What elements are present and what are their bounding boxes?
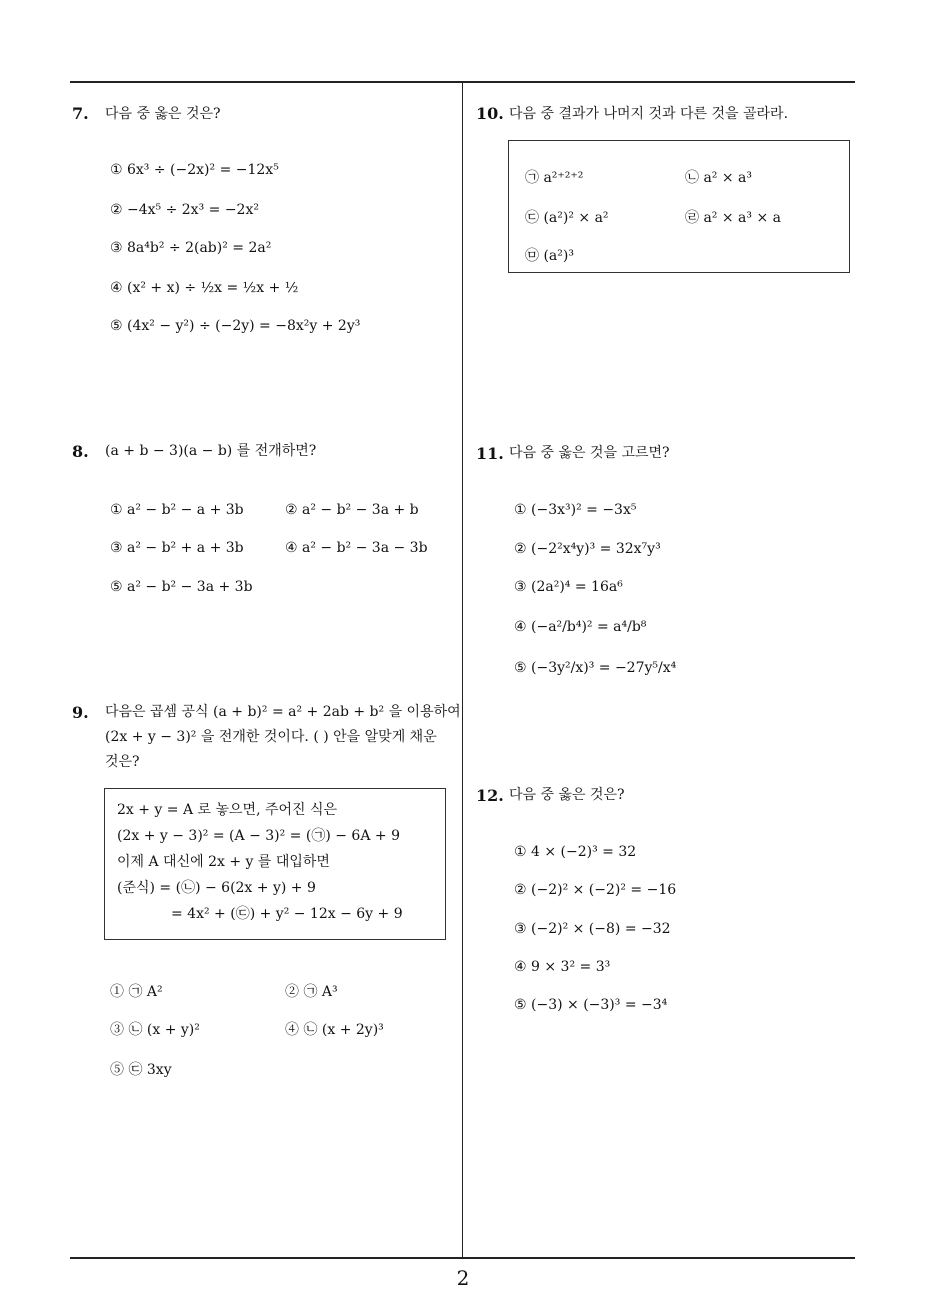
q9-text-line-2: (2x + y − 3)² 을 전개한 것이다. ( ) 안을 알맞게 채운 bbox=[105, 729, 437, 745]
q10-text: 다음 중 결과가 나머지 것과 다른 것을 골라라. bbox=[509, 106, 789, 122]
q8-option-4[interactable]: ④ a² − b² − 3a − 3b bbox=[285, 540, 428, 556]
q10-item-5: ㉤ (a²)³ bbox=[525, 248, 574, 264]
q10-item-3: ㉢ (a²)² × a² bbox=[525, 210, 609, 226]
q9-option-1[interactable]: ① ㉠ A² bbox=[110, 984, 163, 1000]
q10-choices-box bbox=[508, 140, 850, 273]
q9-option-2[interactable]: ② ㉠ A³ bbox=[285, 984, 338, 1000]
q10-item-4: ㉣ a² × a³ × a bbox=[685, 210, 781, 226]
q8-number: 8. bbox=[72, 442, 89, 461]
q11-number: 11. bbox=[476, 444, 504, 463]
q11-option-4[interactable]: ④ (−a²/b⁴)² = a⁴/b⁸ bbox=[514, 619, 647, 635]
q7-option-3[interactable]: ③ 8a⁴b² ÷ 2(ab)² = 2a² bbox=[110, 240, 272, 256]
q10-number: 10. bbox=[476, 104, 504, 123]
column-divider bbox=[462, 83, 463, 1257]
q9-option-3[interactable]: ③ ㉡ (x + y)² bbox=[110, 1022, 200, 1038]
q12-option-2[interactable]: ② (−2)² × (−2)² = −16 bbox=[514, 882, 677, 898]
q7-option-1[interactable]: ① 6x³ ÷ (−2x)² = −12x⁵ bbox=[110, 162, 279, 178]
q10-item-2: ㉡ a² × a³ bbox=[685, 170, 752, 186]
q7-option-4[interactable]: ④ (x² + x) ÷ ½x = ½x + ½ bbox=[110, 280, 299, 296]
q8-option-2[interactable]: ② a² − b² − 3a + b bbox=[285, 502, 419, 518]
q12-option-5[interactable]: ⑤ (−3) × (−3)³ = −3⁴ bbox=[514, 997, 668, 1013]
q8-option-5[interactable]: ⑤ a² − b² − 3a + 3b bbox=[110, 579, 253, 595]
q9-box-line-3: 이제 A 대신에 2x + y 를 대입하면 bbox=[117, 854, 330, 870]
q11-option-1[interactable]: ① (−3x³)² = −3x⁵ bbox=[514, 502, 637, 518]
q7-text: 다음 중 옳은 것은? bbox=[105, 106, 221, 122]
q9-box-line-1: 2x + y = A 로 놓으면, 주어진 식은 bbox=[117, 802, 338, 818]
q11-text: 다음 중 옳은 것을 고르면? bbox=[509, 445, 670, 461]
q7-option-5[interactable]: ⑤ (4x² − y²) ÷ (−2y) = −8x²y + 2y³ bbox=[110, 318, 361, 334]
q8-option-3[interactable]: ③ a² − b² + a + 3b bbox=[110, 540, 244, 556]
page-number: 2 bbox=[456, 1266, 470, 1290]
q11-option-5[interactable]: ⑤ (−3y²/x)³ = −27y⁵/x⁴ bbox=[514, 660, 677, 676]
q9-number: 9. bbox=[72, 703, 89, 722]
q11-option-2[interactable]: ② (−2²x⁴y)³ = 32x⁷y³ bbox=[514, 541, 661, 557]
q9-option-5[interactable]: ⑤ ㉢ 3xy bbox=[110, 1062, 172, 1078]
q7-option-2[interactable]: ② −4x⁵ ÷ 2x³ = −2x² bbox=[110, 202, 259, 218]
q9-text-line-1: 다음은 곱셈 공식 (a + b)² = a² + 2ab + b² 을 이용하여 bbox=[105, 704, 461, 720]
q8-text: (a + b − 3)(a − b) 를 전개하면? bbox=[105, 443, 317, 459]
q12-option-3[interactable]: ③ (−2)² × (−8) = −32 bbox=[514, 921, 671, 937]
q9-box-line-5: = 4x² + (㉢) + y² − 12x − 6y + 9 bbox=[171, 906, 403, 922]
q11-option-3[interactable]: ③ (2a²)⁴ = 16a⁶ bbox=[514, 579, 623, 595]
q8-option-1[interactable]: ① a² − b² − a + 3b bbox=[110, 502, 244, 518]
q12-option-1[interactable]: ① 4 × (−2)³ = 32 bbox=[514, 844, 637, 860]
q12-text: 다음 중 옳은 것은? bbox=[509, 787, 625, 803]
q12-option-4[interactable]: ④ 9 × 3² = 3³ bbox=[514, 959, 611, 975]
q10-item-1: ㉠ a²⁺²⁺² bbox=[525, 170, 584, 186]
q12-number: 12. bbox=[476, 786, 504, 805]
q7-number: 7. bbox=[72, 104, 89, 123]
q9-box-line-4: (준식) = (㉡) − 6(2x + y) + 9 bbox=[117, 880, 316, 896]
q9-text-line-3: 것은? bbox=[105, 754, 140, 770]
q9-box-line-2: (2x + y − 3)² = (A − 3)² = (㉠) − 6A + 9 bbox=[117, 828, 400, 844]
q9-derivation-box bbox=[104, 788, 446, 940]
bottom-rule bbox=[70, 1257, 855, 1259]
q9-option-4[interactable]: ④ ㉡ (x + 2y)³ bbox=[285, 1022, 384, 1038]
